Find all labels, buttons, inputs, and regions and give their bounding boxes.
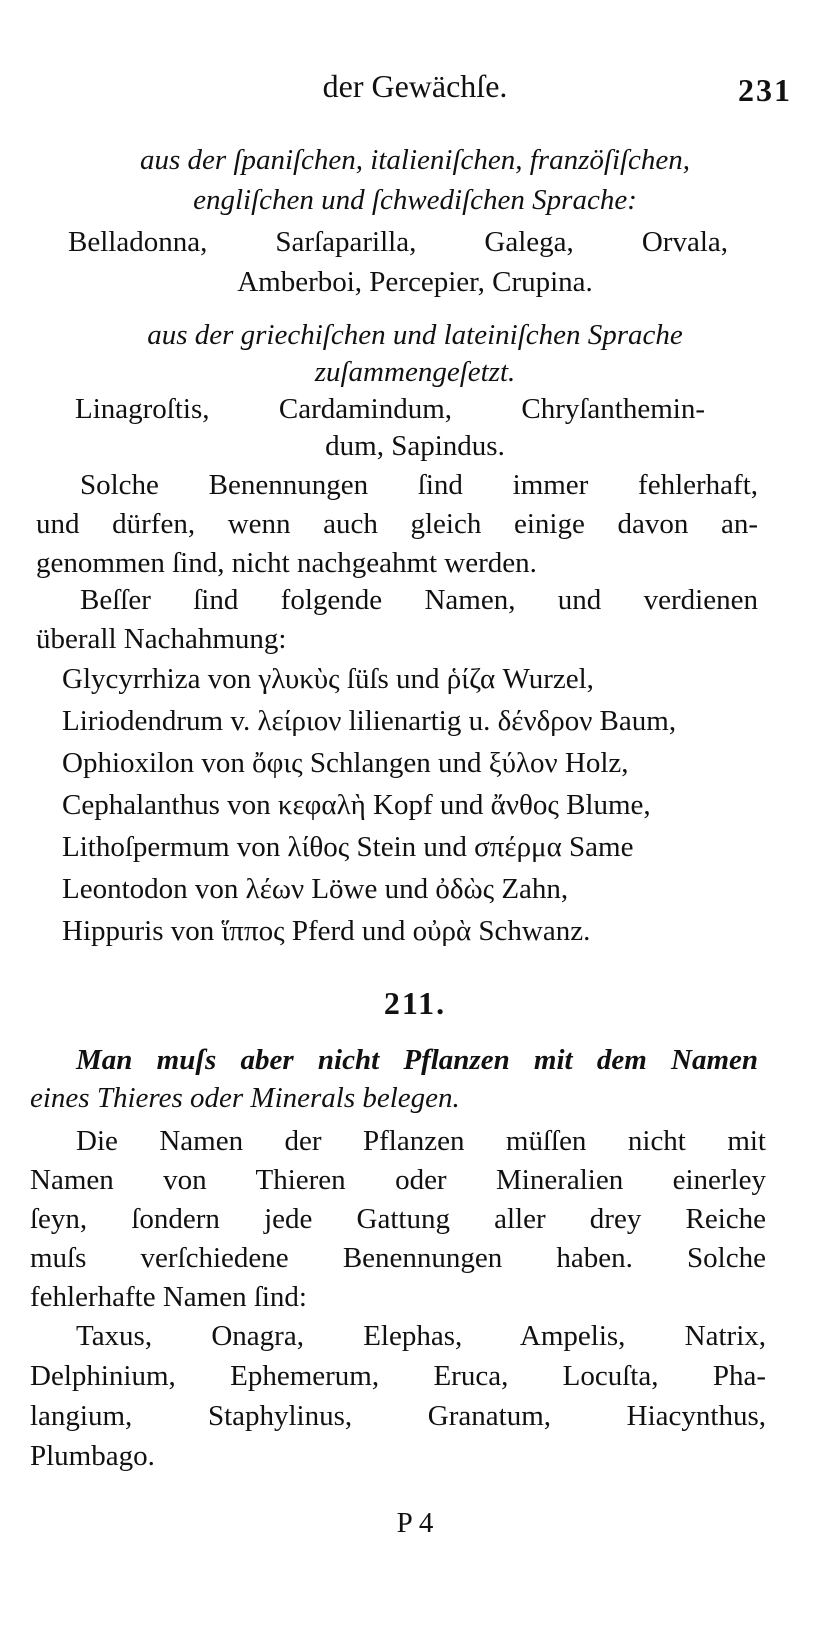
- etymology-entry: Liriodendrum v. λείριον lilienartig u. δένδρον Baum,: [62, 705, 677, 737]
- etymology-entry: Hippuris von ἵππος Pferd und οὐρὰ Schwanz.: [62, 915, 591, 947]
- rule-heading-line: Man muſs aber nicht Pflanzen mit dem Namen: [76, 1044, 758, 1076]
- paragraph-line: Beſſer ſind folgende Namen, und verdienen: [80, 584, 758, 616]
- name-list-line: langium, Staphylinus, Granatum, Hiacynthus,: [30, 1400, 766, 1432]
- name-list-line: Linagroſtis, Cardamindum, Chryſanthemin-: [75, 393, 705, 425]
- paragraph-line: Solche Benennungen ſind immer fehlerhaft,: [80, 469, 758, 501]
- paragraph-line: überall Nachahmung:: [36, 623, 287, 655]
- name-list-line: Belladonna, Sarſaparilla, Galega, Orvala,: [68, 226, 728, 258]
- paragraph-line: Namen von Thieren oder Mineralien einerley: [30, 1164, 766, 1196]
- etymology-entry: Glycyrrhiza von γλυκὺς ſüſs und ῥίζα Wurzel,: [62, 663, 594, 695]
- subheading-line: zuſammengeſetzt.: [314, 356, 516, 388]
- paragraph-line: muſs verſchiedene Benennungen haben. Solche: [30, 1242, 766, 1274]
- paragraph-line: und dürfen, wenn auch gleich einige davon an-: [36, 508, 758, 540]
- paragraph-line: Die Namen der Pflanzen müſſen nicht mit: [76, 1125, 766, 1157]
- etymology-entry: Ophioxilon von ὄφις Schlangen und ξύλον Holz,: [62, 747, 629, 779]
- paragraph-line: fehlerhafte Namen ſind:: [30, 1281, 307, 1313]
- subheading-line: engliſchen und ſchwediſchen Sprache:: [193, 184, 637, 216]
- name-list-line: Amberboi, Percepier, Crupina.: [237, 266, 593, 298]
- name-list-line: Delphinium, Ephemerum, Eruca, Locuſta, Pha-: [30, 1360, 766, 1392]
- paragraph-line: genommen ſind, nicht nachgeahmt werden.: [36, 547, 537, 579]
- signature-mark: P 4: [396, 1507, 434, 1539]
- name-list-line: dum, Sapindus.: [325, 430, 505, 462]
- running-head: der Gewächſe.: [322, 68, 508, 104]
- paragraph-line: ſeyn, ſondern jede Gattung aller drey Reiche: [30, 1203, 766, 1235]
- name-list-line: Plumbago.: [30, 1440, 155, 1472]
- name-list-line: Taxus, Onagra, Elephas, Ampelis, Natrix,: [76, 1320, 766, 1352]
- section-number: 211.: [383, 985, 447, 1021]
- etymology-entry: Lithoſpermum von λίθος Stein und σπέρμα Same: [62, 831, 634, 863]
- subheading-line: aus der ſpaniſchen, italieniſchen, franzöſiſchen,: [139, 144, 691, 176]
- page-number: 231: [738, 72, 792, 108]
- etymology-entry: Cephalanthus von κεφαλὴ Kopf und ἄνθος Blume,: [62, 789, 651, 821]
- subheading-line: aus der griechiſchen und lateiniſchen Sprache: [147, 319, 683, 351]
- etymology-entry: Leontodon von λέων Löwe und ὀδὼς Zahn,: [62, 873, 569, 905]
- rule-heading-line: eines Thieres oder Minerals belegen.: [30, 1082, 460, 1114]
